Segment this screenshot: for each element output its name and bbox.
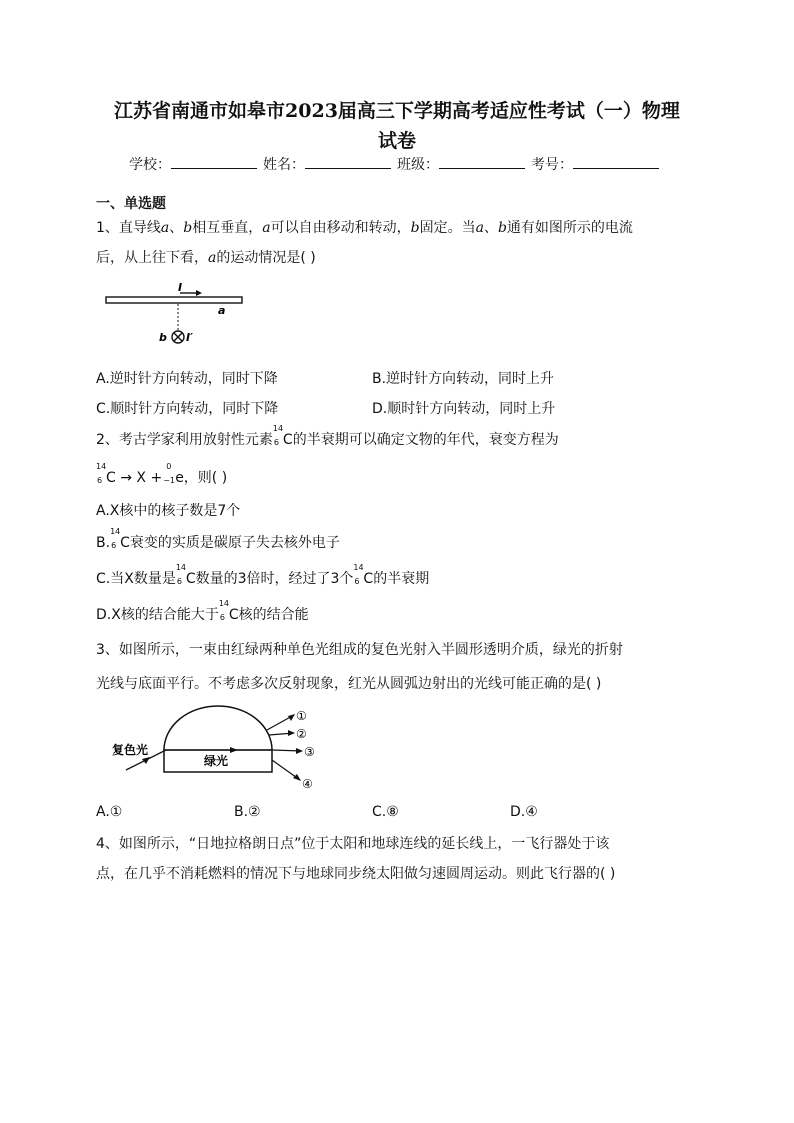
label-ray-2: ②	[296, 727, 307, 741]
q2-option-d[interactable]: D.X核的结合能大于 14 6 C核的结合能	[96, 599, 309, 623]
label-ray-3: ③	[304, 745, 315, 759]
exam-number-label: 考号：	[531, 157, 573, 173]
class-blank[interactable]	[439, 154, 525, 169]
current-arrowhead-a	[196, 290, 202, 296]
exam-title-line1: 江苏省南通市如皋市2023届高三下学期高考适应性考试（一）物理	[114, 100, 680, 122]
q1-wire-figure	[104, 280, 254, 352]
ray-4-arrowhead	[293, 774, 301, 781]
class-label: 班级：	[397, 157, 439, 173]
school-label: 学校：	[129, 157, 171, 173]
exam-title-line2: 试卷	[377, 130, 416, 152]
ray-1-arrowhead	[288, 714, 295, 721]
q2-option-c[interactable]: C.当X数量是 14 6 C数量的3倍时，经过了3个 14 6 C的半衰期	[96, 563, 430, 587]
incident-arrowhead	[142, 757, 150, 764]
label-ray-1: ①	[296, 709, 307, 723]
q3-stem-line2: 光线与底面平行。不考虑多次反射现象，红光从圆弧边射出的光线可能正确的是( )	[96, 676, 602, 692]
q3-option-b[interactable]: B.②	[234, 804, 261, 820]
label-ray-4: ④	[302, 777, 313, 791]
ray-3-arrowhead	[296, 748, 303, 754]
q2-decay-equation: 14 6 C → X + 0 −1 e，则( )	[96, 462, 228, 486]
q2-stem-line1: 2、考古学家利用放射性元素 14 6 C的半衰期可以确定文物的年代，衰变方程为	[96, 424, 559, 448]
q3-option-a[interactable]: A.①	[96, 804, 123, 820]
q1-option-b[interactable]: B.逆时针方向转动，同时上升	[372, 371, 555, 387]
q1-stem-line1: 1、直导线a、b相互垂直，a可以自由移动和转动，b固定。当a、b通有如图所示的电流	[96, 220, 633, 236]
q1-stem-line2: 后，从上往下看，a的运动情况是( )	[96, 250, 316, 266]
q3-stem-line1: 3、如图所示，一束由红绿两种单色光组成的复色光射入半圆形透明介质，绿光的折射	[96, 642, 623, 658]
q1-option-a[interactable]: A.逆时针方向转动，同时下降	[96, 371, 278, 387]
semicircle-arc	[164, 706, 272, 750]
name-blank[interactable]	[305, 154, 391, 169]
label-wire-a: a	[218, 304, 226, 317]
ray-2-arrowhead	[288, 730, 295, 736]
q3-option-c[interactable]: C.⑧	[372, 804, 399, 820]
q1-option-d[interactable]: D.顺时针方向转动，同时上升	[372, 401, 556, 417]
exam-number-blank[interactable]	[573, 154, 659, 169]
q3-option-d[interactable]: D.④	[510, 804, 538, 820]
section-heading: 一、单选题	[96, 196, 166, 212]
green-arrowhead	[230, 747, 238, 753]
q1-option-c[interactable]: C.顺时针方向转动，同时下降	[96, 401, 279, 417]
q2-option-b[interactable]: B. 14 6 C衰变的实质是碳原子失去核外电子	[96, 527, 340, 551]
label-green-light: 绿光	[204, 754, 229, 768]
label-current-I-prime: I′	[186, 331, 193, 344]
q2-option-a[interactable]: A.X核中的核子数是7个	[96, 503, 241, 519]
school-blank[interactable]	[171, 154, 257, 169]
label-wire-b: b	[159, 331, 167, 344]
q4-stem-line1: 4、如图所示，“日地拉格朗日点”位于太阳和地球连线的延长线上，一飞行器处于该	[96, 836, 610, 852]
q3-semicircle-figure	[104, 702, 324, 794]
electron-isotope: 0 −1	[163, 462, 175, 485]
carbon14-isotope: 14 6	[272, 424, 284, 447]
label-current-I: I	[178, 281, 183, 294]
name-label: 姓名：	[263, 157, 305, 173]
student-info-row	[0, 154, 794, 175]
label-mixed-light: 复色光	[112, 743, 149, 757]
q4-stem-line2: 点，在几乎不消耗燃料的情况下与地球同步绕太阳做匀速圆周运动。则此飞行器的( )	[96, 866, 616, 882]
wire-a	[106, 297, 242, 303]
